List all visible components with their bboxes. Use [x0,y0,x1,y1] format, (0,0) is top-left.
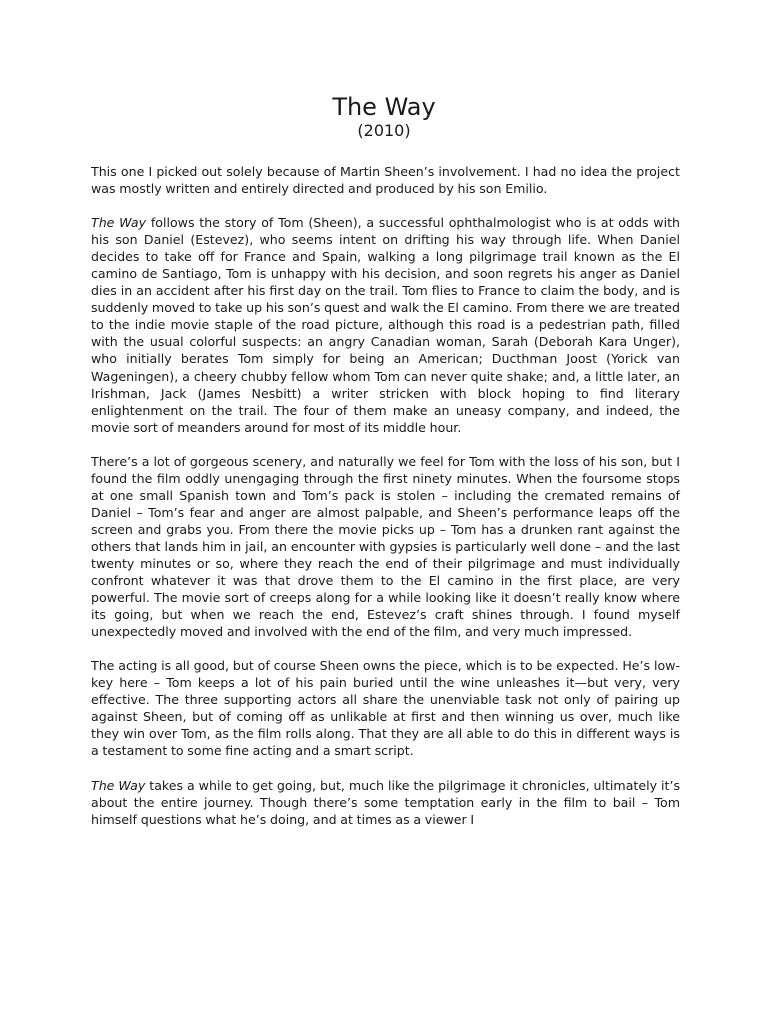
paragraph [91,777,680,828]
paragraph [91,163,680,197]
document-title: The Way [332,93,436,121]
film-title-italic: The Way [91,777,146,793]
film-title-italic: The Way [91,215,147,231]
document-body [91,163,680,845]
paragraph [91,453,680,641]
paragraph-text: takes a while to get going, but, much like the pilgrimage it chronicles, ultimately it’s about the entire journey. Though there’s some temptation early in the film to bail – Tom himself questions what he’s doing, and at times as a viewer I [91,777,681,827]
paragraph [91,657,680,759]
paragraph-text: There’s a lot of gorgeous scenery, and naturally we feel for Tom with the loss of his son, but I found the film oddly unengaging through the first ninety minutes. When the foursome stops at one small Spanish town and Tom’s pack is stolen – including the cremated remains of Daniel – Tom’s fear and anger are almost palpable, and Sheen’s performance leaps off the screen and grabs you. From there the movie picks up – Tom has a drunken rant against the others that lands him in jail, an encounter with gypsies is particularly well done – and the last twenty minutes or so, where they reach the end of their pilgrimage and must individually confront whatever it was that drove them to the El camino in the first place, are very powerful. The movie sort of creeps along for a while looking like it doesn’t really know where its going, but when we reach the end, Estevez’s craft shines through. I found myself unexpectedly moved and involved with the end of the film, and very much impressed. [91,453,680,640]
document-year: (2010) [357,121,411,140]
paragraph-text: This one I picked out solely because of Martin Sheen’s involvement. I had no idea the project was mostly written and entirely directed and produced by his son Emilio. [91,164,680,197]
paragraph-text: The acting is all good, but of course Sheen owns the piece, which is to be expected. He’s low-key here – Tom keeps a lot of his pain buried until the wine unleashes it—but very, very effective. The three supporting actors all share the unenviable task not only of pairing up against Sheen, but of coming off as unlikable at first and then winning us over, much like they win over Tom, as the film rolls along. That they are all able to do this in different ways is a testament to some fine acting and a smart script. [91,658,680,759]
paragraph-text: follows the story of Tom (Sheen), a successful ophthalmologist who is at odds with his son Daniel (Estevez), who seems intent on drifting his way through life. When Daniel decides to take off for France and Spain, walking a long pilgrimage trail known as the El camino de Santiago, Tom is unhappy with his decision, and soon regrets his anger as Daniel dies in an accident after his first day on the trail. Tom flies to France to claim the body, and is suddenly moved to take up his son’s quest and walk the El camino. From there we are treated to the indie movie staple of the road picture, although this road is a pedestrian path, filled with the usual colorful suspects: an angry Canadian woman, Sarah (Deborah Kara Unger), who initially berates Tom simply for being an American; Ducthman Joost (Yorick van Wageningen), a cheery chubby fellow whom Tom can never quite shake; and, a little later, an Irishman, Jack (James Nesbitt) a writer stricken with block hoping to find literary enlightenment on the trail. The four of them make an uneasy company, and indeed, the movie sort of meanders around for most of its middle hour. [91,215,680,435]
paragraph [91,214,680,436]
